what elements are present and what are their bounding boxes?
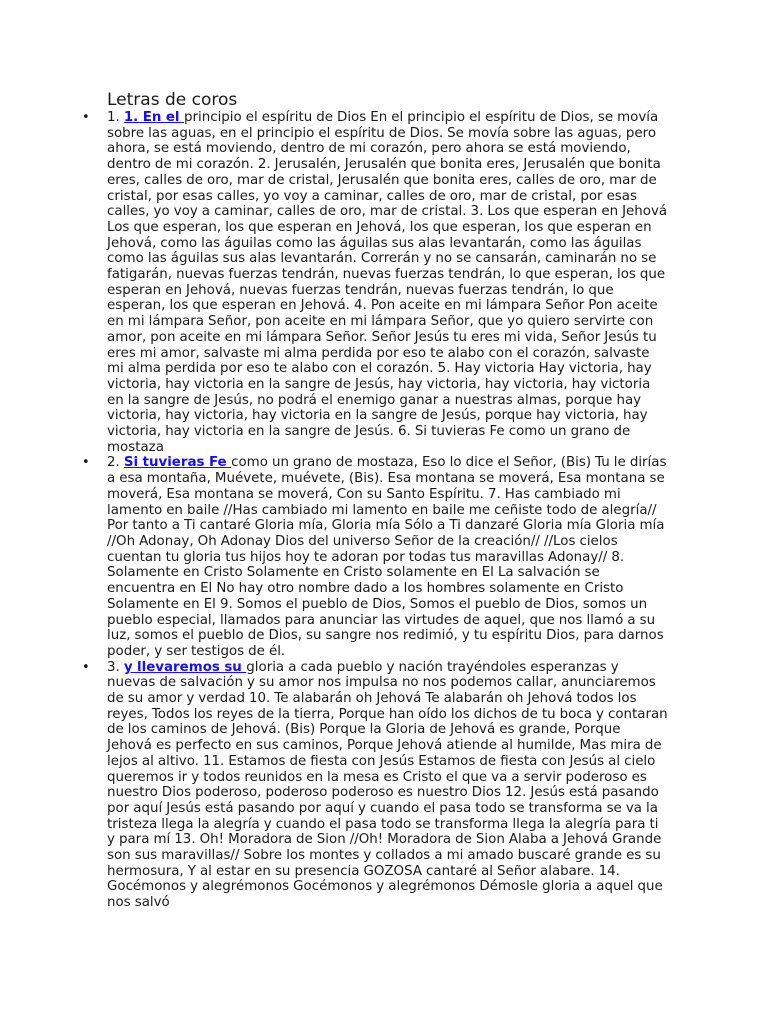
item-text: principio el espíritu de Dios En el principio el espíritu de Dios, se movía sobre las aguas, en el principio el espíritu de Dios. Se movía sobre las aguas, pero ahora, se está moviendo, dentro de mi corazón, pero ahora se está moviendo, dentro de mi corazón. 2. Jerusalén, Jerusalén que bonita eres, Jerusalén que bonita eres, calles de oro, mar de cristal, Jerusalén que bonita eres, calles de oro, mar de cristal, por esas calles, yo voy a caminar, calles de oro, mar de cristal, por esas calles, yo voy a caminar, calles de oro, mar de cristal. 3. Los que esperan en Jehová Los que esperan, los que esperan en Jehová, los que esperan, los que esperan en Jehová, como las águilas como las águilas sus alas levantarán, como las águilas como las águilas sus alas levantarán. Correrán y no se cansarán, caminarán no se fatigarán, nuevas fuerzas tendrán, nuevas fuerzas tendrán, lo que esperan, los que esperan en Jehová, nuevas fuerzas tendrán, nuevas fuerzas tendrán, lo que esperan, los que esperan en Jehová. 4. Pon aceite en mi lámpara Señor Pon aceite en mi lámpara Señor, pon aceite en mi lámpara Señor, que yo quiero servirte con amor, pon aceite en mi lámpara Señor. Señor Jesús tu eres mi vida, Señor Jesús tu eres mi amor, salvaste mi alma perdida por eso te alabo con el corazón, salvaste mi alma perdida por eso te alabo con el corazón. 5. Hay victoria Hay victoria, hay victoria, hay victoria en la sangre de Jesús, hay victoria, hay victoria, hay victoria en la sangre de Jesús, no podrá el enemigo ganar a nuestras almas, porque hay victoria, hay victoria, hay victoria en la sangre de Jesús, porque hay victoria, hay victoria, hay victoria en la sangre de Jesús. 6. Si tuvieras Fe como un grano de mostaza	[107, 110, 668, 455]
item-text: gloria a cada pueblo y nación trayéndoles esperanzas y nuevas de salvación y su amor nos impulsa no nos podemos callar, anunciaremos de su amor y verdad 10. Te alabarán oh Jehová Te alabarán oh Jehová todos los reyes, Todos los reyes de la tierra, Porque han oído los dichos de tu boca y contaran de los caminos de Jehová. (Bis) Porque la Gloria de Jehová es grande, Porque Jehová es perfecto en sus caminos, Porque Jehová atiende al humilde, Mas mira de lejos al altivo. 11. Estamos de fiesta con Jesús Estamos de fiesta con Jesús al cielo queremos ir y todos reunidos en la mesa es Cristo el que va a servir poderoso es nuestro Dios poderoso, poderoso poderoso es nuestro Dios 12. Jesús está pasando por aquí Jesús está pasando por aquí y cuando el pasa todo se transforma se va la tristeza llega la alegría y cuando el pasa todo se transforma llega la alegría para ti y para mí 13. Oh! Moradora de Sion //Oh! Moradora de Sion Alaba a Jehová Grande son sus maravillas// Sobre los montes y collados a mi amado buscaré grande es su hermosura, Y al estar en su presencia GOZOSA cantaré al Señor alabare. 14. Gocémonos y alegrémonos Gocémonos y alegrémonos Démosle gloria a aquel que nos salvó	[107, 659, 668, 911]
item-text: como un grano de mostaza, Eso lo dice el Señor, (Bis) Tu le dirías a esa montaña, Muévete, muévete, (Bis). Esa montana se moverá, Esa montana se moverá, Esa montana se moverá, Con su Santo Espíritu. 7. Has cambiado mi lamento en baile //Has cambiado mi lamento en baile me ceñiste todo de alegría// Por tanto a Ti cantaré Gloria mía, Gloria mía Sólo a Ti danzaré Gloria mía Gloria mía //Oh Adonay, Oh Adonay Dios del universo Señor de la creación// //Los cielos cuentan tu gloria tus hijos hoy te adoran por todas tus maravillas Adonay// 8. Solamente en Cristo Solamente en Cristo solamente en El La salvación se encuentra en El No hay otro nombre dado a los hombres solamente en Cristo Solamente en El 9. Somos el pueblo de Dios, Somos el pueblo de Dios, somos un pueblo especial, llamados para anunciar las virtudes de aquel, que nos llamó a su luz, somos el pueblo de Dios, su sangre nos redimió, y tu espíritu Dios, para darnos poder, y ser testigos de él.	[107, 455, 667, 659]
bullet-icon: •	[82, 110, 90, 125]
item-number: 3.	[107, 659, 120, 675]
list-item	[0, 455, 768, 659]
page-title: Letras de coros	[107, 90, 238, 110]
item-link[interactable]: Si tuvieras Fe	[123, 455, 232, 471]
list-item	[0, 660, 768, 911]
item-link[interactable]: 1. En el	[123, 110, 184, 125]
item-number: 2.	[107, 455, 120, 471]
bullet-icon: •	[82, 455, 90, 471]
bullet-icon: •	[82, 659, 90, 675]
list-item	[0, 110, 768, 455]
item-link[interactable]: y llevaremos su	[123, 659, 247, 675]
item-number: 1.	[107, 110, 120, 125]
lyrics-list	[0, 110, 768, 911]
